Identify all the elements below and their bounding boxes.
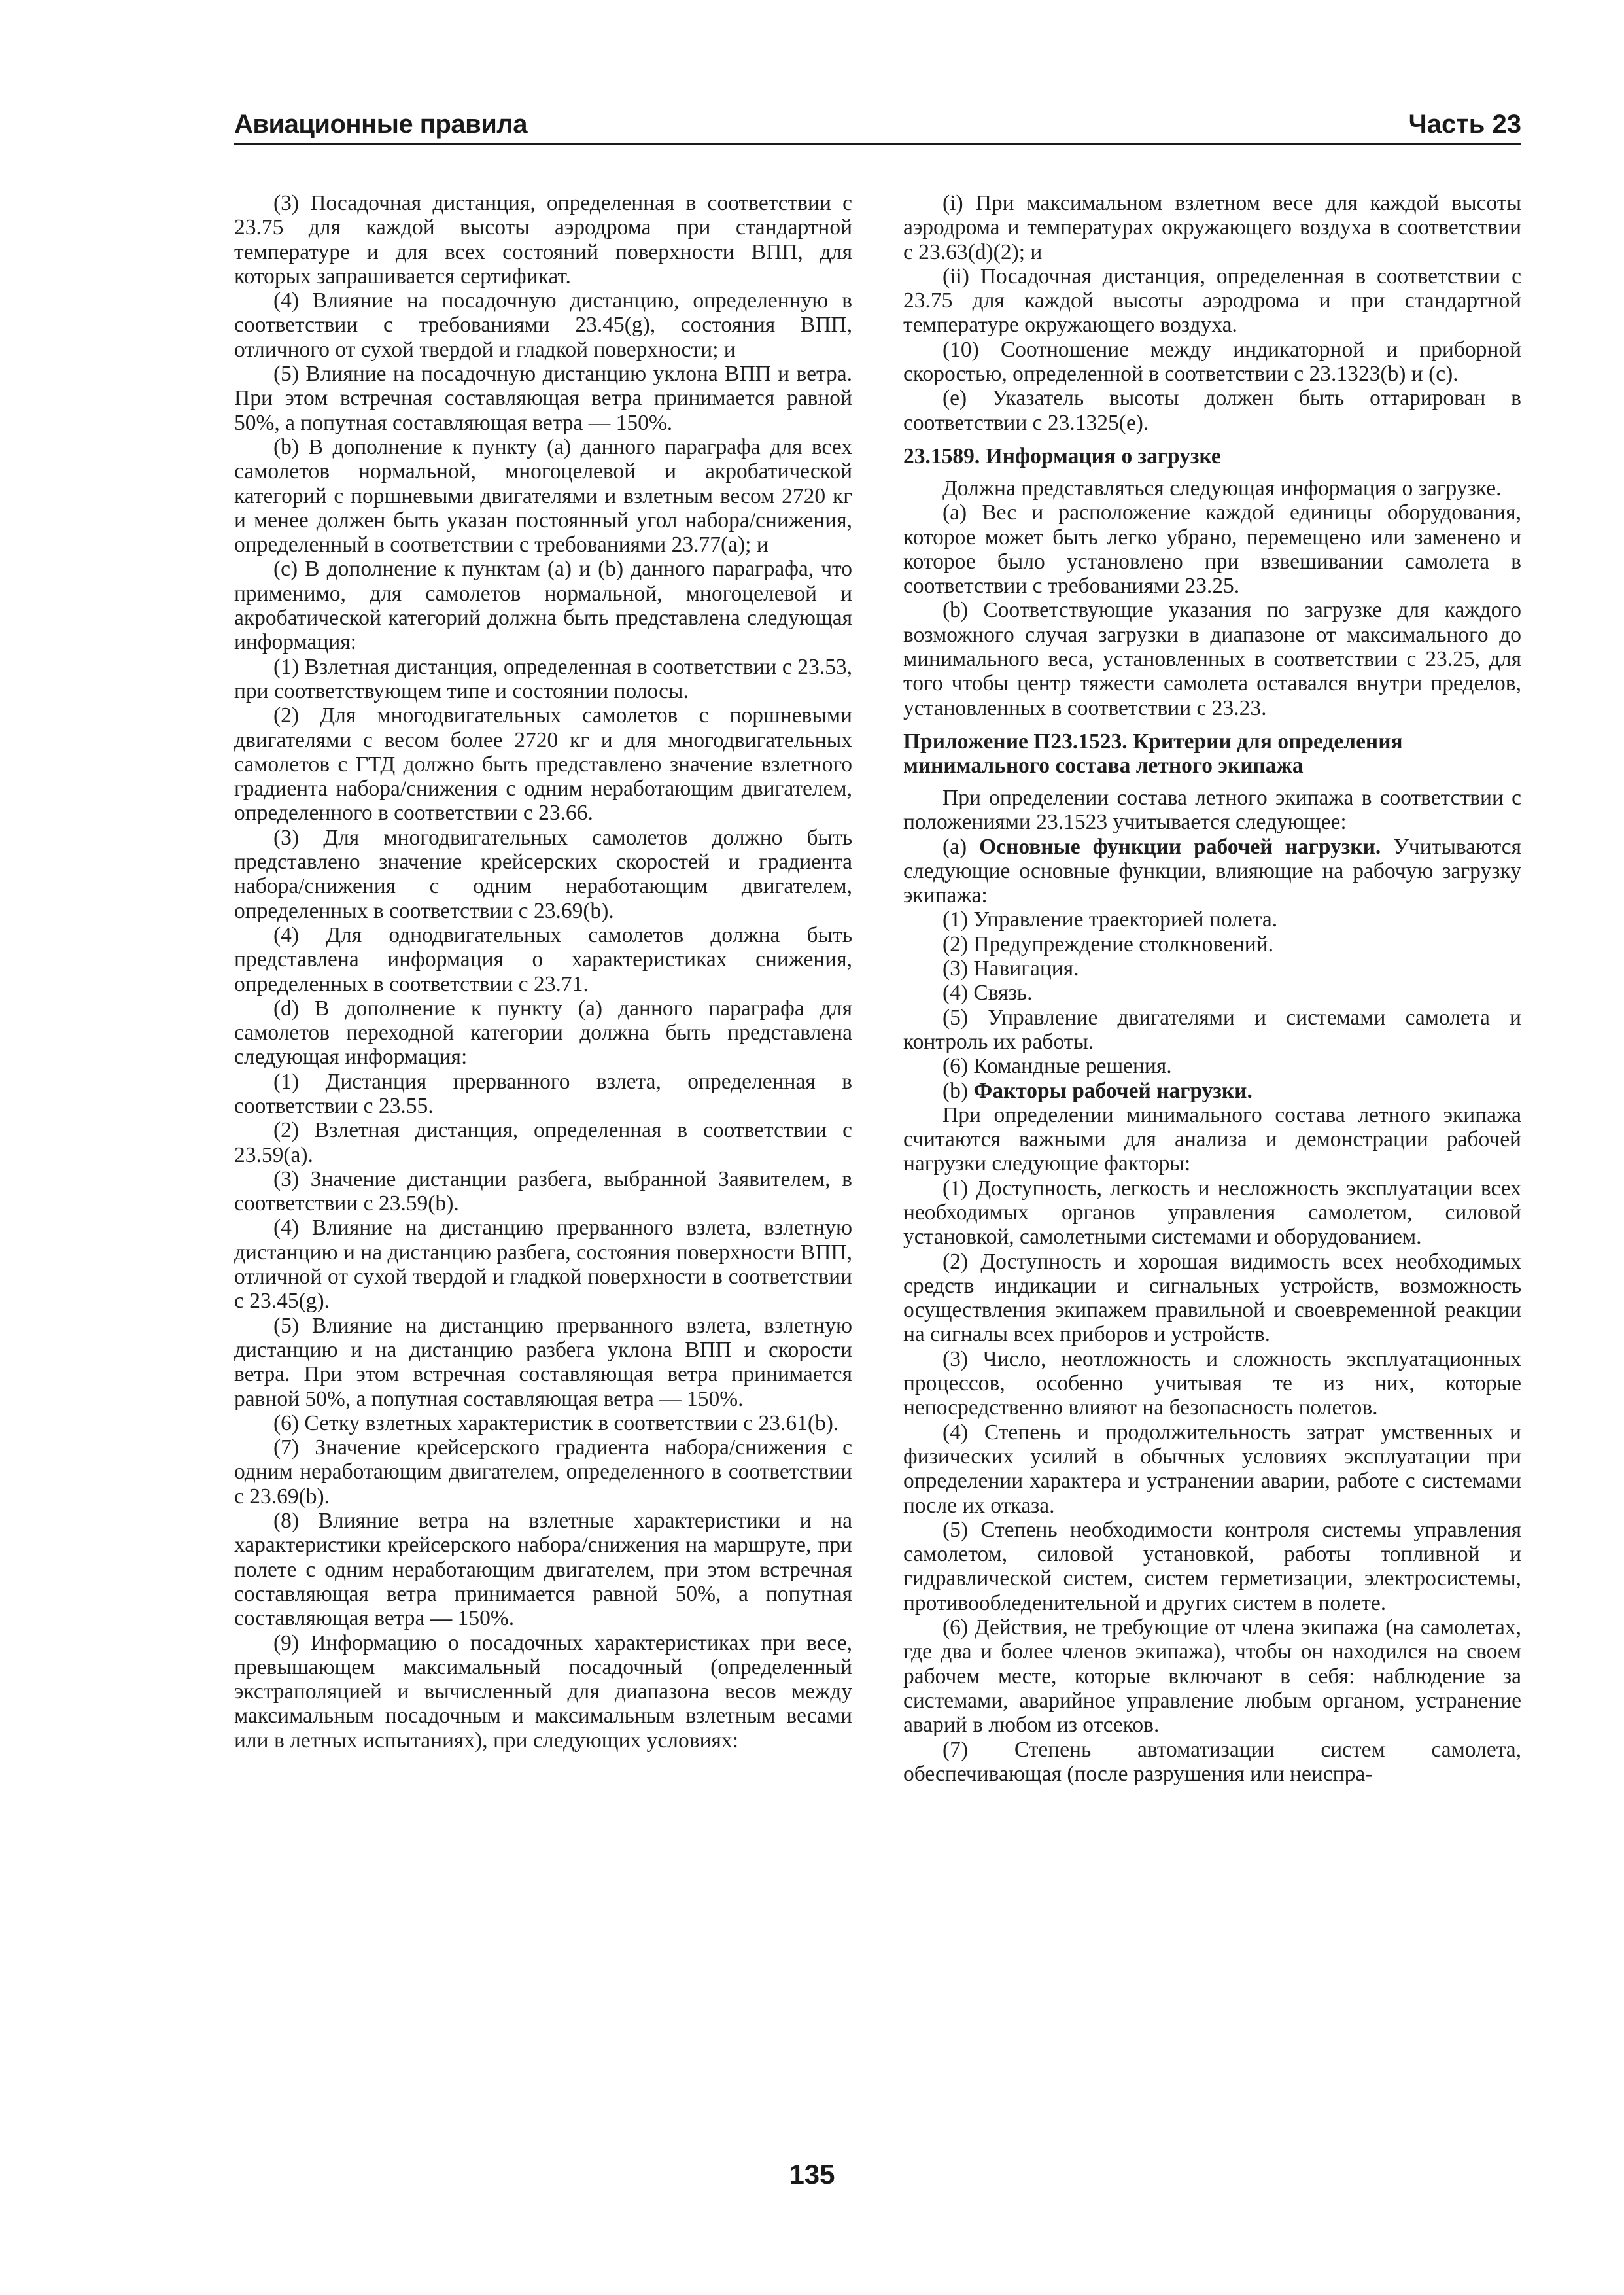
paragraph: (е) Указатель высоты должен быть оттарирован в соответствии с 23.1325(е). [903, 386, 1521, 435]
section-paragraphs [903, 476, 1521, 720]
paragraph: (3) Значение дистанции разбега, выбранной Заявителем, в соответствии с 23.59(b). [234, 1166, 852, 1216]
paragraph: (ii) Посадочная дистанция, определенная в соответствии с 23.75 для каждой высоты аэродрома и при стандартной температуре окружающего воздуха. [903, 264, 1521, 338]
appendix-heading: Приложение П23.1523. Критерии для определения минимального состава летного экипажа [903, 729, 1403, 778]
paragraph: (4) Степень и продолжительность затрат умственных и физических усилий в обычных условиях эксплуатации при определении характера и устранении аварии, работе с системами после их отказа. [903, 1420, 1521, 1518]
paragraph: (c) В дополнение к пунктам (а) и (b) данного параграфа, что применимо, для самолетов нормальной, многоцелевой и акробатической категорий должна быть представлена следующая информация: [234, 557, 852, 655]
list-item: (1) Управление траекторией полета. [942, 907, 1278, 932]
page-number: 135 [789, 2159, 835, 2190]
paragraph: (7) Значение крейсерского градиента набора/снижения с одним неработающим двигателем, определенного в соответствии с 23.69(b). [234, 1435, 852, 1509]
section-heading-23-1589: 23.1589. Информация о загрузке [903, 444, 1221, 468]
paragraph: Должна представляться следующая информация о загрузке. [942, 476, 1502, 500]
paragraph: (2) Взлетная дистанция, определенная в соответствии с 23.59(а). [234, 1118, 852, 1167]
item-a-label: (а) [942, 834, 980, 859]
paragraph: (9) Информацию о посадочных характеристиках при весе, превышающем максимальный посадочный (определенный экстраполяцией и вычисленный для диапазона весов между максимальным посадочным и максимальным взлетным весами или в летных испытаниях), при следующих условиях: [234, 1630, 852, 1753]
paragraph: (b) В дополнение к пункту (а) данного параграфа для всех самолетов нормальной, многоцелевой и акробатической категорий с поршневыми двигателями и взлетным весом 2720 кг и менее должен быть указан постоянный угол набора/снижения, определенный в соответствии с требованиями 23.77(а); и [234, 434, 852, 557]
paragraph: (3) Посадочная дистанция, определенная в соответствии с 23.75 для каждой высоты аэродрома при стандартной температуре и для всех состояний поверхности ВПП, для которых запрашивается сертификат. [234, 191, 852, 289]
paragraph: (3) Для многодвигательных самолетов должно быть представлено значение крейсерских скоростей и градиента набора/снижения с одним неработающим двигателем, определенных в соответствии с 23.69(b). [234, 825, 852, 923]
paragraph: (d) В дополнение к пункту (а) данного параграфа для самолетов переходной категории должна быть представлена следующая информация: [234, 996, 852, 1070]
paragraph: (1) Доступность, легкость и несложность эксплуатации всех необходимых органов управления самолетом, силовой установкой, самолетными системами и оборудованием. [903, 1176, 1521, 1250]
list-item: (3) Навигация. [942, 956, 1079, 981]
item-b-paragraph [903, 1079, 1521, 1103]
paragraph: (4) Для однодвигательных самолетов должна быть представлена информация о характеристиках снижения, определенных в соответствии с 23.71. [234, 922, 852, 996]
paragraph: (4) Влияние на посадочную дистанцию, определенную в соответствии с требованиями 23.45(g), состояния ВПП, отличного от сухой твердой и гладкой поверхности; и [234, 289, 852, 362]
paragraph: (6) Действия, не требующие от члена экипажа (на самолетах, где два и более членов экипажа), чтобы он находился на своем рабочем месте, которые включают в себя: наблюдение за системами, аварийное управление любым органом, устранение аварий в любом из отсеков. [903, 1615, 1521, 1738]
paragraph: (7) Степень автоматизации систем самолета, обеспечивающая (после разрушения или неиспра- [903, 1737, 1521, 1786]
list-item: (4) Связь. [942, 981, 1033, 1006]
paragraph: (i) При максимальном взлетном весе для каждой высоты аэродрома и температурах окружающего воздуха в соответствии с 23.63(d)(2); и [903, 191, 1521, 264]
paragraph: (5) Влияние на дистанцию прерванного взлета, взлетную дистанцию и на дистанцию разбега уклона ВПП и скорости ветра. При этом встречная составляющая ветра принимается равной 50%, а попутная составляющая ветра — 150%. [234, 1313, 852, 1411]
list-item: (6) Командные решения. [942, 1054, 1172, 1079]
right-intro-paragraphs [903, 191, 1521, 435]
paragraph: (4) Влияние на дистанцию прерванного взлета, взлетную дистанцию и на дистанцию разбега, состояния поверхности ВПП, отличной от сухой твердой и гладкой поверхности в соответствии с 23.45(g). [234, 1216, 852, 1314]
document-title: Авиационные правила [234, 110, 527, 139]
paragraph: (2) Доступность и хорошая видимость всех необходимых средств индикации и сигнальных устройств, возможность осуществления экипажем правильной и своевременной реакции на сигналы всех приборов и устройств. [903, 1249, 1521, 1347]
factors-list [903, 1103, 1521, 1786]
paragraph: (1) Взлетная дистанция, определенная в соответствии с 23.53, при соответствующем типе и состоянии полосы. [234, 654, 852, 703]
paragraph: (а) Вес и расположение каждой единицы оборудования, которое может быть легко убрано, перемещено или заменено и которое было установлено при взвешивании самолета в соответствии с требованиями 23.25. [903, 500, 1521, 599]
functions-list [903, 907, 1521, 1078]
right-column [903, 191, 1521, 1786]
list-item: (2) Предупреждение столкновений. [942, 932, 1274, 956]
left-column [234, 191, 852, 1753]
paragraph: При определении минимального состава летного экипажа считаются важными для анализа и демонстрации рабочей нагрузки следующие факторы: [903, 1102, 1521, 1176]
paragraph: (1) Дистанция прерванного взлета, определенная в соответствии с 23.55. [234, 1069, 852, 1118]
running-header [234, 103, 1521, 145]
item-b-title: Факторы рабочей нагрузки. [973, 1078, 1253, 1103]
item-a-title: Основные функции рабочей нагрузки. [979, 834, 1381, 859]
paragraph: (5) Влияние на посадочную дистанцию уклона ВПП и ветра. При этом встречная составляющая ветра принимается равной 50%, а попутная составляющая ветра — 150%. [234, 362, 852, 435]
paragraph: (10) Соотношение между индикаторной и приборной скоростью, определенной в соответствии с 23.1323(b) и (с). [903, 337, 1521, 387]
paragraph: (3) Число, неотложность и сложность эксплуатационных процессов, особенно учитывая те из них, которые непосредственно влияют на безопасность полетов. [903, 1346, 1521, 1420]
item-b-label: (b) [942, 1078, 974, 1103]
appendix-intro: При определении состава летного экипажа в соответствии с положениями 23.1523 учитывается следующее: [903, 785, 1521, 835]
paragraph: (5) Степень необходимости контроля системы управления самолетом, силовой установкой, работы топливной и гидравлической систем, систем герметизации, электросистемы, противообледенительной и других систем в полете. [903, 1517, 1521, 1615]
item-a-paragraph [903, 835, 1521, 908]
part-label: Часть 23 [1408, 110, 1521, 139]
item-a-text: Учитываются следующие основные функции, влияющие на рабочую загрузку экипажа: [903, 834, 1521, 908]
list-item: (5) Управление двигателями и системами самолета и контроль их работы. [903, 1005, 1521, 1054]
paragraph: (8) Влияние ветра на взлетные характеристики и на характеристики крейсерского набора/снижения на маршруте, при полете с одним неработающим двигателем, при этом встречная составляющая ветра принимается равной 50%, а попутная составляющая ветра — 150%. [234, 1509, 852, 1631]
paragraph: (6) Сетку взлетных характеристик в соответствии с 23.61(b). [273, 1410, 839, 1435]
paragraph: (b) Соответствующие указания по загрузке для каждого возможного случая загрузки в диапазоне от максимального до минимального веса, установленных в соответствии с 23.25, для того чтобы центр тяжести самолета оставался внутри пределов, установленных в соответствии с 23.23. [903, 598, 1521, 720]
paragraph: (2) Для многодвигательных самолетов с поршневыми двигателями с весом более 2720 кг и для многодвигательных самолетов с ГТД должно быть представлено значение взлетного градиента набора/снижения с одним неработающим двигателем, определенного в соответствии с 23.66. [234, 703, 852, 826]
